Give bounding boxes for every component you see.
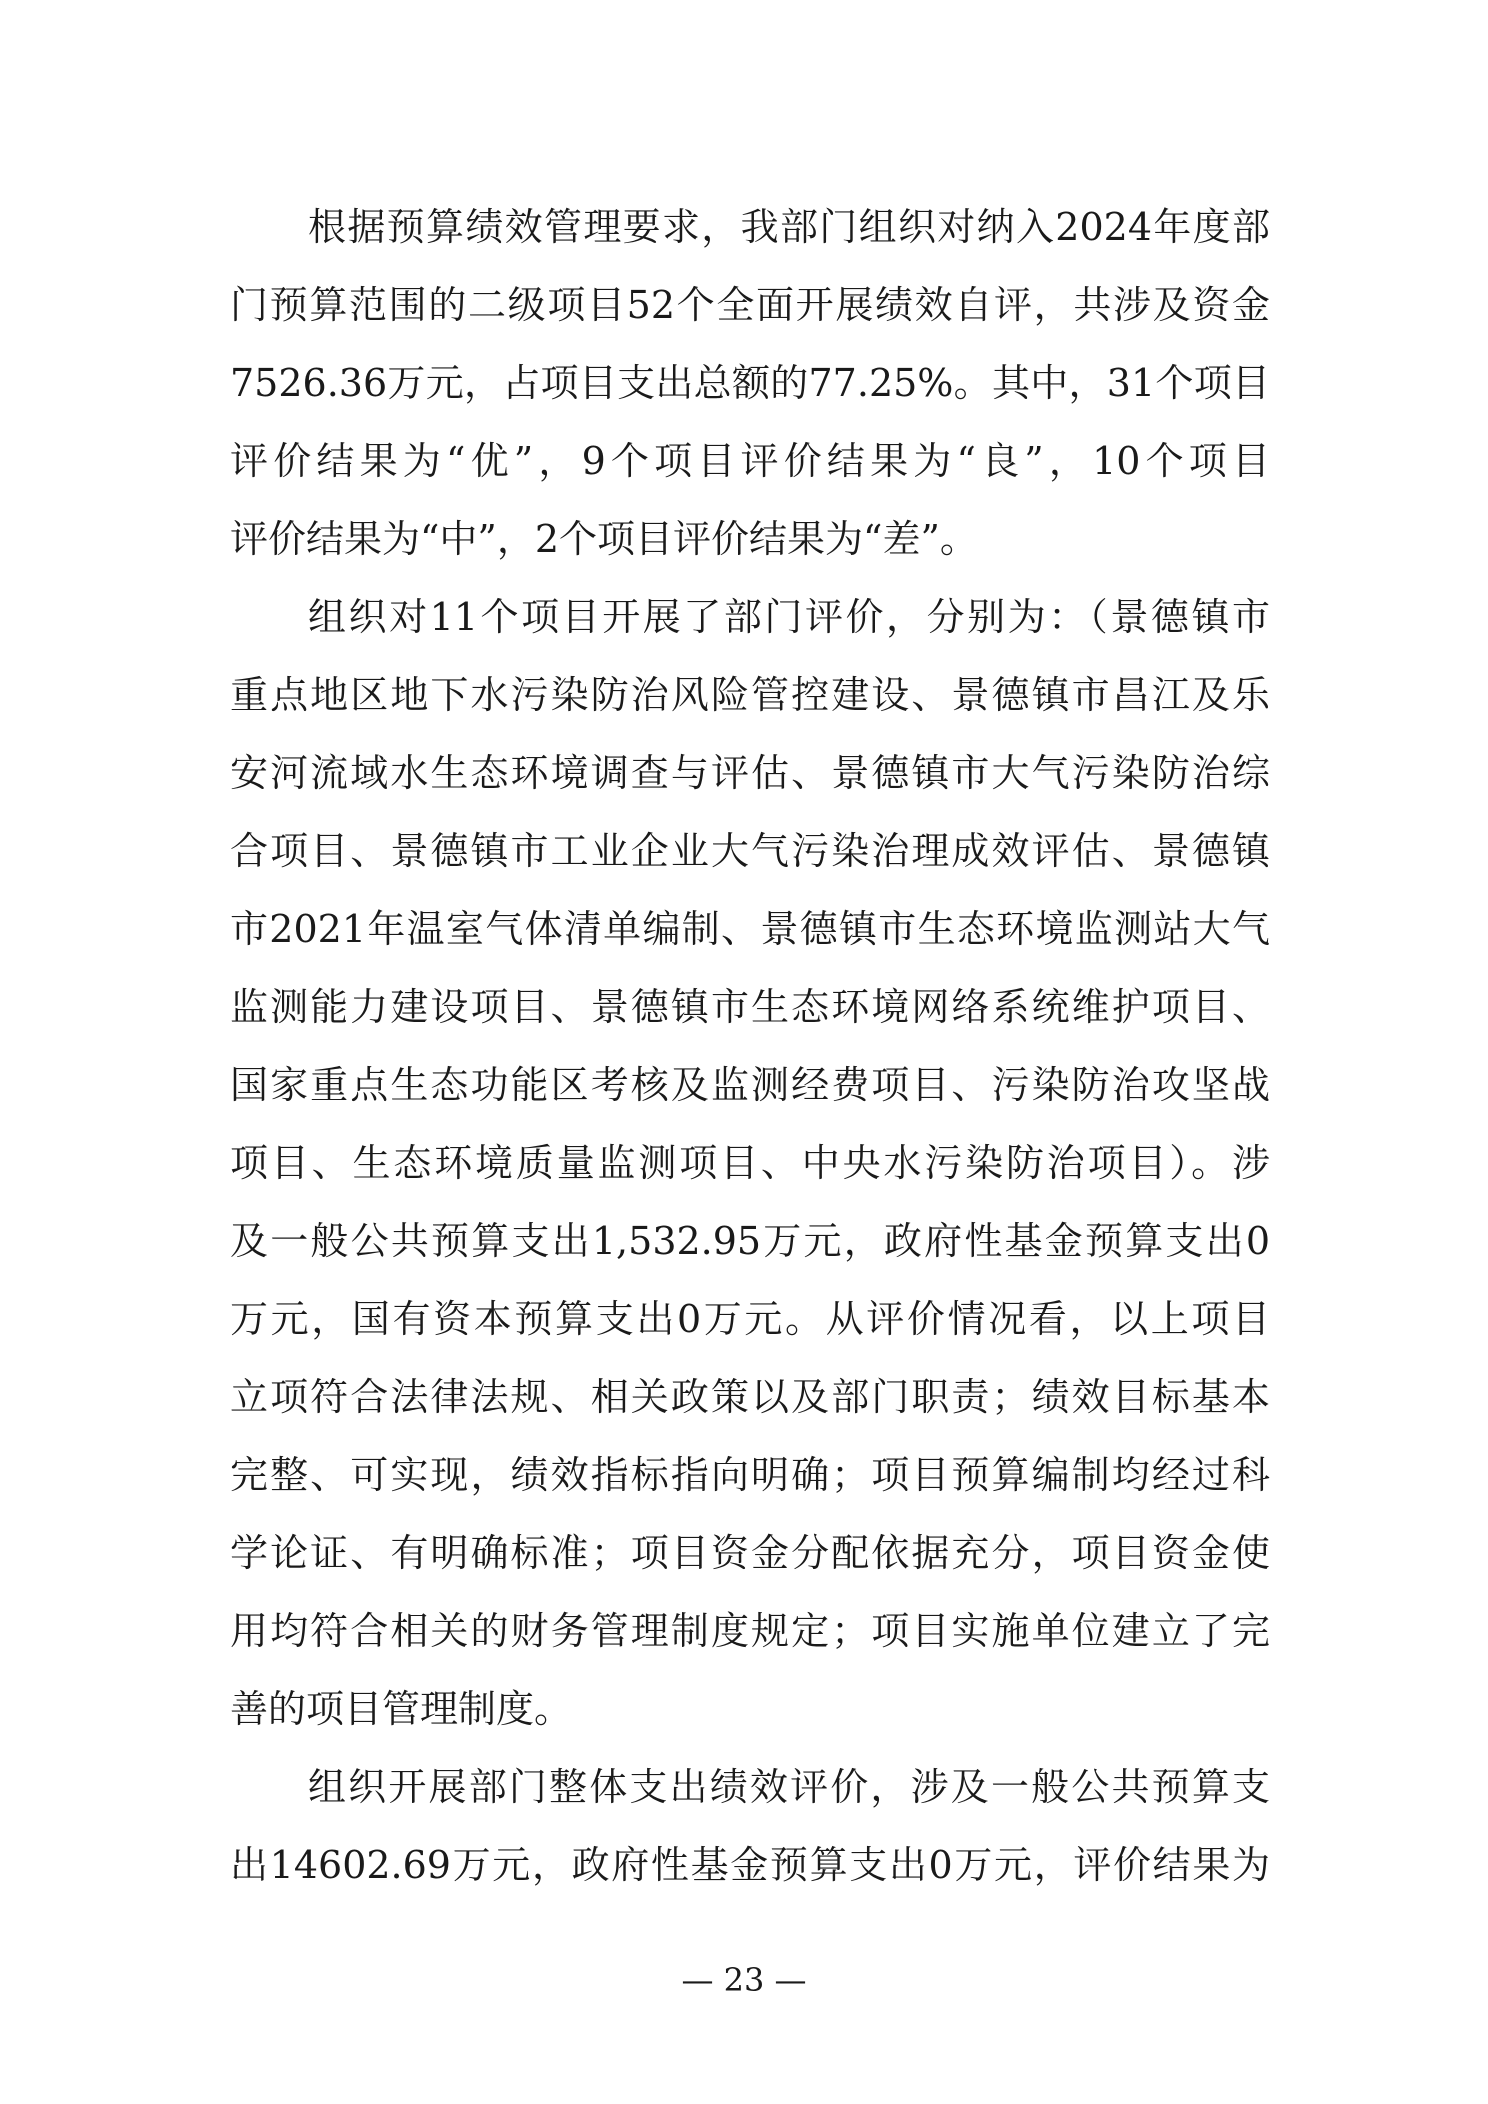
paragraph-2-line-14: 用均符合相关的财务管理制度规定；项目实施单位建立了完 bbox=[230, 1609, 1270, 1653]
paragraph-2-line-10: 万元，国有资本预算支出0万元。从评价情况看，以上项目 bbox=[230, 1297, 1270, 1341]
paragraph-2-line-8: 项目、生态环境质量监测项目、中央水污染防治项目）。涉 bbox=[230, 1141, 1270, 1185]
paragraph-1-line-5: 评价结果为“中”，2个项目评价结果为“差”。 bbox=[230, 517, 978, 561]
paragraph-3-line-2: 出14602.69万元，政府性基金预算支出0万元，评价结果为 bbox=[230, 1843, 1270, 1887]
paragraph-2-line-12: 完整、可实现，绩效指标指向明确；项目预算编制均经过科 bbox=[230, 1453, 1270, 1497]
paragraph-2-line-15: 善的项目管理制度。 bbox=[230, 1687, 573, 1731]
paragraph-1-line-3: 7526.36万元，占项目支出总额的77.25%。其中，31个项目 bbox=[230, 361, 1270, 405]
paragraph-1-line-4: 评价结果为“优”，9个项目评价结果为“良”，10个项目 bbox=[230, 439, 1270, 483]
paragraph-2-line-1: 组织对11个项目开展了部门评价，分别为：（景德镇市 bbox=[308, 595, 1270, 639]
paragraph-2-line-5: 市2021年温室气体清单编制、景德镇市生态环境监测站大气 bbox=[230, 907, 1270, 951]
paragraph-2-line-11: 立项符合法律法规、相关政策以及部门职责；绩效目标基本 bbox=[230, 1375, 1270, 1419]
paragraph-1-line-2: 门预算范围的二级项目52个全面开展绩效自评，共涉及资金 bbox=[230, 283, 1270, 327]
paragraph-2-line-4: 合项目、景德镇市工业企业大气污染治理成效评估、景德镇 bbox=[230, 829, 1270, 873]
paragraph-2-line-6: 监测能力建设项目、景德镇市生态环境网络系统维护项目、 bbox=[230, 985, 1270, 1029]
paragraph-2-line-13: 学论证、有明确标准；项目资金分配依据充分，项目资金使 bbox=[230, 1531, 1270, 1575]
paragraph-2-line-7: 国家重点生态功能区考核及监测经费项目、污染防治攻坚战 bbox=[230, 1063, 1270, 1107]
paragraph-2-line-3: 安河流域水生态环境调查与评估、景德镇市大气污染防治综 bbox=[230, 751, 1270, 795]
paragraph-3-line-1: 组织开展部门整体支出绩效评价，涉及一般公共预算支 bbox=[308, 1765, 1270, 1809]
page-number: — 23 — bbox=[681, 1961, 807, 1999]
paragraph-2-line-2: 重点地区地下水污染防治风险管控建设、景德镇市昌江及乐 bbox=[230, 673, 1270, 717]
paragraph-2-line-9: 及一般公共预算支出1,532.95万元，政府性基金预算支出0 bbox=[230, 1219, 1270, 1263]
paragraph-1-line-1: 根据预算绩效管理要求，我部门组织对纳入2024年度部 bbox=[308, 205, 1270, 249]
document-body bbox=[230, 188, 1270, 1904]
